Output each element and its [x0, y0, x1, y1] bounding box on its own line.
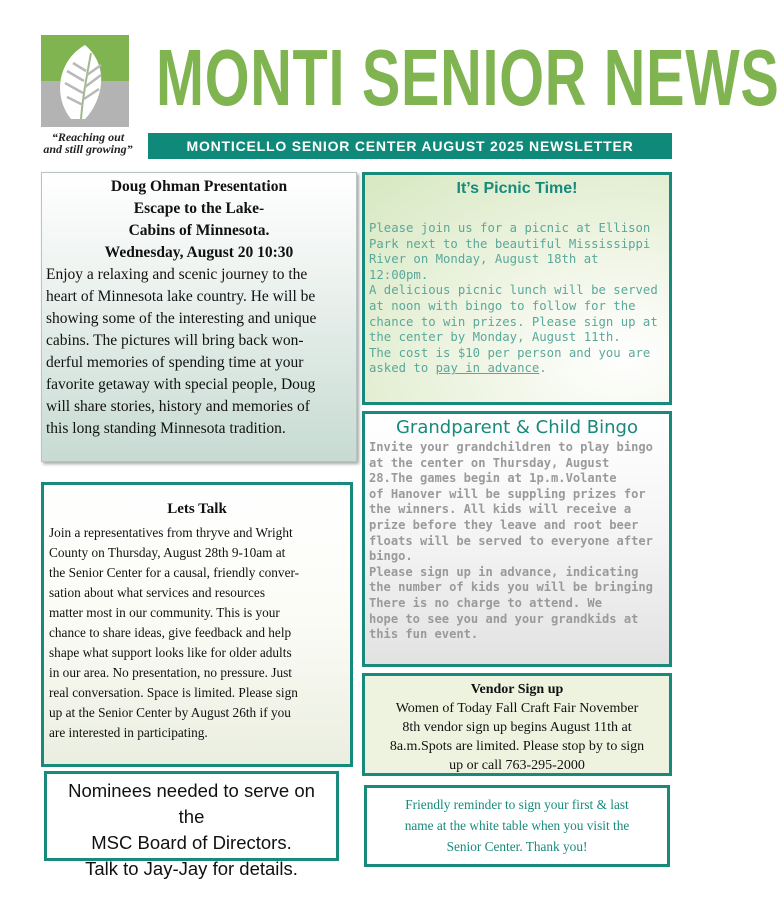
lets-talk-box	[41, 482, 353, 767]
picnic-body	[369, 221, 665, 377]
body-line: at noon with bingo to follow for the	[369, 298, 636, 313]
body-line: the winners. All kids will receive a	[369, 502, 632, 517]
vendor-title: Vendor Sign up	[470, 682, 564, 697]
body-line: the Senior Center for a causal, friendly conver-	[49, 565, 300, 580]
body-line-last	[369, 361, 665, 377]
body-line: matter most in our community. This is your	[49, 605, 280, 620]
tagline-line: and still growing”	[43, 142, 133, 156]
newsletter-banner: MONTICELLO SENIOR CENTER AUGUST 2025 NEWSLETTER	[148, 133, 672, 159]
bingo-title: Grandparent & Child Bingo	[395, 417, 638, 438]
heading-line: Doug Ohman Presentation	[110, 178, 288, 195]
body-line: River on Monday, August 18th at	[369, 252, 599, 267]
body-line: up at the Senior Center by August 26th if you	[49, 705, 291, 720]
doug-body	[46, 264, 352, 440]
body-line: derful memories of spending time at your	[46, 354, 304, 371]
body-line: favorite getaway with special people, Doug	[46, 376, 316, 393]
body-line: hope to see you and your grandkids at	[369, 611, 639, 626]
nominees-box	[44, 771, 339, 879]
body-line: showing some of the interesting and unique	[46, 310, 317, 327]
body-line: 8a.m.Spots are limited. Please stop by to sign	[389, 739, 645, 754]
picnic-title: It’s Picnic Time!	[456, 180, 578, 197]
body-line: Please sign up in advance, indicating	[369, 564, 639, 579]
tagline	[30, 131, 146, 157]
body-line: Women of Today Fall Craft Fair November	[395, 701, 639, 716]
bingo-box	[362, 411, 672, 667]
body-line: of Hanover will be suppling prizes for	[369, 486, 646, 501]
body-line: are interested in participating.	[49, 725, 208, 740]
heading-line: Cabins of Minnesota.	[128, 222, 270, 239]
nominees-line: Nominees needed to serve on the	[68, 780, 315, 827]
newsletter-title: MONTI SENIOR NEWS	[156, 33, 779, 122]
body-line: the center by Monday, August 11th.	[369, 330, 621, 345]
reminder-box	[364, 785, 670, 867]
body-line: 12:00pm.	[369, 267, 429, 282]
doug-ohman-box	[41, 172, 357, 462]
lets-talk-title: Lets Talk	[167, 501, 227, 517]
text-span: asked to	[369, 361, 436, 376]
body-line: County on Thursday, August 28th 9-10am at	[49, 545, 286, 560]
nominees-line: Talk to Jay-Jay for details.	[85, 858, 298, 879]
reminder-line: name at the white table when you visit the	[404, 818, 630, 833]
body-line: chance to share ideas, give feedback and help	[49, 625, 292, 640]
reminder-line: Senior Center. Thank you!	[446, 839, 588, 854]
doug-heading	[46, 176, 352, 264]
heading-line: Escape to the Lake-	[133, 200, 265, 217]
bingo-body	[369, 440, 665, 643]
text-span: .	[539, 361, 547, 376]
vendor-signup-box	[362, 673, 672, 776]
leaf-logo-icon	[41, 35, 129, 127]
body-line: cabins. The pictures will bring back won-	[46, 332, 304, 349]
body-line: Enjoy a relaxing and scenic journey to the	[46, 266, 308, 283]
body-line: bingo.	[369, 549, 413, 564]
body-line: floats will be served to everyone after	[369, 533, 653, 548]
body-line: A delicious picnic lunch will be served	[369, 283, 658, 298]
body-line: The cost is $10 per person and you are	[369, 345, 651, 360]
body-line: 8th vendor sign up begins August 11th at	[402, 720, 632, 735]
body-line: at the center on Thursday, August	[369, 455, 610, 470]
body-line: sation about what services and resources	[49, 585, 266, 600]
body-line: real conversation. Space is limited. Please sign	[49, 685, 298, 700]
pay-in-advance-text: pay in advance	[435, 361, 540, 376]
body-line: Join a representatives from thryve and Wright	[49, 525, 293, 540]
reminder-line: Friendly reminder to sign your first & last	[405, 797, 629, 812]
body-line: Please join us for a picnic at Ellison	[369, 221, 651, 235]
heading-line: Wednesday, August 20 10:30	[104, 244, 294, 261]
vendor-body	[369, 699, 665, 775]
picnic-box	[362, 172, 672, 405]
body-line: chance to win prizes. Please sign up at	[369, 314, 658, 329]
body-line: will share stories, history and memories of	[46, 398, 310, 415]
body-line: 28.The games begin at 1p.m.Volante	[369, 471, 617, 486]
body-line: this fun event.	[369, 627, 479, 642]
tagline-line: “Reaching out	[51, 130, 125, 144]
body-line: heart of Minnesota lake country. He will be	[46, 288, 316, 305]
body-line: Park next to the beautiful Mississippi	[369, 236, 651, 251]
body-line: There is no charge to attend. We	[369, 595, 602, 610]
body-line: the number of kids you will be bringing	[369, 580, 653, 595]
body-line: shape what support looks like for older adults	[49, 645, 292, 660]
body-line: up or call 763-295-2000	[449, 758, 585, 773]
nominees-line: MSC Board of Directors.	[91, 832, 292, 853]
body-line: Invite your grandchildren to play bingo	[369, 440, 653, 454]
body-line: this long standing Minnesota tradition.	[46, 420, 286, 437]
body-line: in our area. No presentation, no pressure. Just	[49, 665, 292, 680]
lets-talk-body	[49, 523, 345, 743]
body-line: prize before they leave and root beer	[369, 517, 639, 532]
